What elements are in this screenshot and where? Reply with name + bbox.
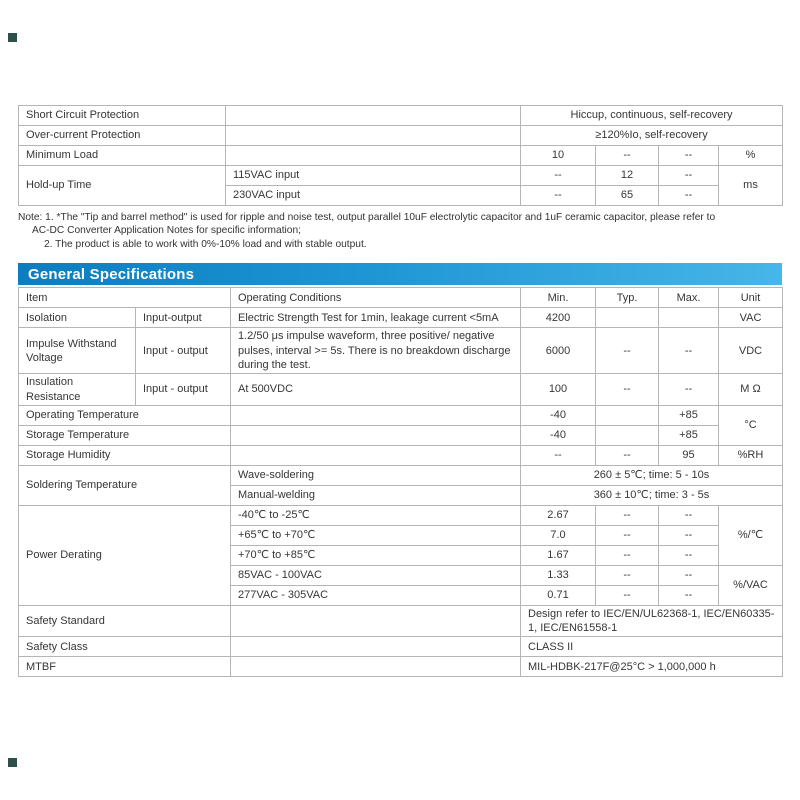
typ-value: -- xyxy=(596,545,659,565)
empty-cell xyxy=(231,405,521,425)
max-value: -- xyxy=(659,374,719,406)
empty-cell xyxy=(226,106,521,126)
typ-value: -- xyxy=(596,505,659,525)
col-header-item: Item xyxy=(19,288,231,308)
max-value: 95 xyxy=(659,445,719,465)
sub-condition: +65℃ to +70℃ xyxy=(231,525,521,545)
row-label: Over-current Protection xyxy=(19,126,226,146)
spec-label: Storage Temperature xyxy=(19,425,231,445)
unit-value: VDC xyxy=(719,328,783,374)
spec-label: Insulation Resistance xyxy=(19,374,136,406)
typ-value xyxy=(596,405,659,425)
row-value: ≥120%Io, self-recovery xyxy=(521,126,783,146)
sub-condition: Manual-welding xyxy=(231,485,521,505)
max-value xyxy=(659,308,719,328)
max-value: -- xyxy=(659,545,719,565)
spec-label: Soldering Temperature xyxy=(19,465,231,505)
corner-mark-top xyxy=(8,33,17,42)
max-value: +85 xyxy=(659,425,719,445)
max-value: -- xyxy=(659,328,719,374)
min-value: 1.33 xyxy=(521,565,596,585)
min-value: 1.67 xyxy=(521,545,596,565)
typ-value xyxy=(596,425,659,445)
col-header-max: Max. xyxy=(659,288,719,308)
min-value: -- xyxy=(521,166,596,186)
corner-mark-bottom xyxy=(8,758,17,767)
max-value: -- xyxy=(659,186,719,206)
spec-row-derating-1 xyxy=(19,505,783,525)
note-block xyxy=(18,211,782,251)
min-value: 100 xyxy=(521,374,596,406)
spec-value: Design refer to IEC/EN/UL62368-1, IEC/EN60335-1, IEC/EN61558-1 xyxy=(521,605,783,637)
min-value: 10 xyxy=(521,146,596,166)
spec-label: Storage Humidity xyxy=(19,445,231,465)
col-header-min: Min. xyxy=(521,288,596,308)
unit-value: %/℃ xyxy=(719,505,783,565)
max-value: -- xyxy=(659,525,719,545)
min-value: 2.67 xyxy=(521,505,596,525)
empty-cell xyxy=(231,657,521,677)
section-header xyxy=(18,263,782,285)
general-specifications-table xyxy=(18,287,783,677)
spec-value: MIL-HDBK-217F@25°C > 1,000,000 h xyxy=(521,657,783,677)
min-value: -- xyxy=(521,186,596,206)
typ-value: 65 xyxy=(596,186,659,206)
spec-value: 260 ± 5℃; time: 5 - 10s xyxy=(521,465,783,485)
sub-condition: 277VAC - 305VAC xyxy=(231,585,521,605)
spec-label: Impulse Withstand Voltage xyxy=(19,328,136,374)
spec-row-mtbf xyxy=(19,657,783,677)
typ-value: -- xyxy=(596,374,659,406)
spec-label: Safety Class xyxy=(19,637,231,657)
spec-scope: Input - output xyxy=(136,328,231,374)
min-value: -- xyxy=(521,445,596,465)
spec-label: MTBF xyxy=(19,657,231,677)
unit-value: % xyxy=(719,146,783,166)
note-line: AC-DC Converter Application Notes for specific information; xyxy=(32,225,301,237)
spec-value: 360 ± 10℃; time: 3 - 5s xyxy=(521,485,783,505)
min-value: 0.71 xyxy=(521,585,596,605)
row-value: Hiccup, continuous, self-recovery xyxy=(521,106,783,126)
row-short-circuit-protection xyxy=(19,106,783,126)
spec-row-safety-standard xyxy=(19,605,783,637)
spec-label: Operating Temperature xyxy=(19,405,231,425)
spec-label: Power Derating xyxy=(19,505,231,605)
empty-cell xyxy=(231,637,521,657)
col-header-typ: Typ. xyxy=(596,288,659,308)
spec-row-impulse-withstand xyxy=(19,328,783,374)
min-value: 7.0 xyxy=(521,525,596,545)
note-line: Note: 1. *The "Tip and barrel method" is used for ripple and noise test, output parallel 10uF electrolytic capacitor and 1uF ceramic capacitor, please refer to xyxy=(18,212,716,223)
spec-label: Isolation xyxy=(19,308,136,328)
spec-label: Safety Standard xyxy=(19,605,231,637)
unit-value: M Ω xyxy=(719,374,783,406)
row-label: Hold-up Time xyxy=(19,166,226,206)
empty-cell xyxy=(231,445,521,465)
spec-condition: Electric Strength Test for 1min, leakage current <5mA xyxy=(231,308,521,328)
typ-value xyxy=(596,308,659,328)
empty-cell xyxy=(226,126,521,146)
row-minimum-load xyxy=(19,146,783,166)
typ-value: -- xyxy=(596,565,659,585)
typ-value: -- xyxy=(596,585,659,605)
typ-value: -- xyxy=(596,328,659,374)
spec-row-operating-temperature xyxy=(19,405,783,425)
col-header-unit: Unit xyxy=(719,288,783,308)
spec-row-safety-class xyxy=(19,637,783,657)
table-header-row xyxy=(19,288,783,308)
row-label: Short Circuit Protection xyxy=(19,106,226,126)
row-over-current-protection xyxy=(19,126,783,146)
empty-cell xyxy=(231,425,521,445)
empty-cell xyxy=(231,605,521,637)
sub-condition: 115VAC input xyxy=(226,166,521,186)
min-value: -40 xyxy=(521,425,596,445)
max-value: -- xyxy=(659,505,719,525)
spec-row-storage-temperature xyxy=(19,425,783,445)
typ-value: -- xyxy=(596,525,659,545)
spec-row-storage-humidity xyxy=(19,445,783,465)
sub-condition: 230VAC input xyxy=(226,186,521,206)
empty-cell xyxy=(226,146,521,166)
unit-value: VAC xyxy=(719,308,783,328)
sub-condition: -40℃ to -25℃ xyxy=(231,505,521,525)
unit-value: %RH xyxy=(719,445,783,465)
row-label: Minimum Load xyxy=(19,146,226,166)
typ-value: 12 xyxy=(596,166,659,186)
spec-row-insulation-resistance xyxy=(19,374,783,406)
spec-condition: At 500VDC xyxy=(231,374,521,406)
section-title: General Specifications xyxy=(28,265,195,283)
sub-condition: Wave-soldering xyxy=(231,465,521,485)
spec-value: CLASS II xyxy=(521,637,783,657)
unit-value: °C xyxy=(719,405,783,445)
unit-value: %/VAC xyxy=(719,565,783,605)
unit-value: ms xyxy=(719,166,783,206)
row-hold-up-time-115vac xyxy=(19,166,783,186)
sub-condition: +70℃ to +85℃ xyxy=(231,545,521,565)
typ-value: -- xyxy=(596,146,659,166)
spec-scope: Input - output xyxy=(136,374,231,406)
spec-row-isolation xyxy=(19,308,783,328)
io-spec-table-continued xyxy=(18,105,783,206)
min-value: 6000 xyxy=(521,328,596,374)
typ-value: -- xyxy=(596,445,659,465)
note-line: 2. The product is able to work with 0%-10% load and with stable output. xyxy=(44,238,367,250)
spec-condition: 1.2/50 μs impulse waveform, three positive/ negative pulses, interval >= 5s. There is no breakdown discharge during the test. xyxy=(231,328,521,374)
min-value: -40 xyxy=(521,405,596,425)
max-value: -- xyxy=(659,565,719,585)
col-header-conditions: Operating Conditions xyxy=(231,288,521,308)
min-value: 4200 xyxy=(521,308,596,328)
max-value: -- xyxy=(659,146,719,166)
spec-scope: Input-output xyxy=(136,308,231,328)
max-value: -- xyxy=(659,585,719,605)
max-value: +85 xyxy=(659,405,719,425)
sub-condition: 85VAC - 100VAC xyxy=(231,565,521,585)
max-value: -- xyxy=(659,166,719,186)
spec-row-soldering-wave xyxy=(19,465,783,485)
